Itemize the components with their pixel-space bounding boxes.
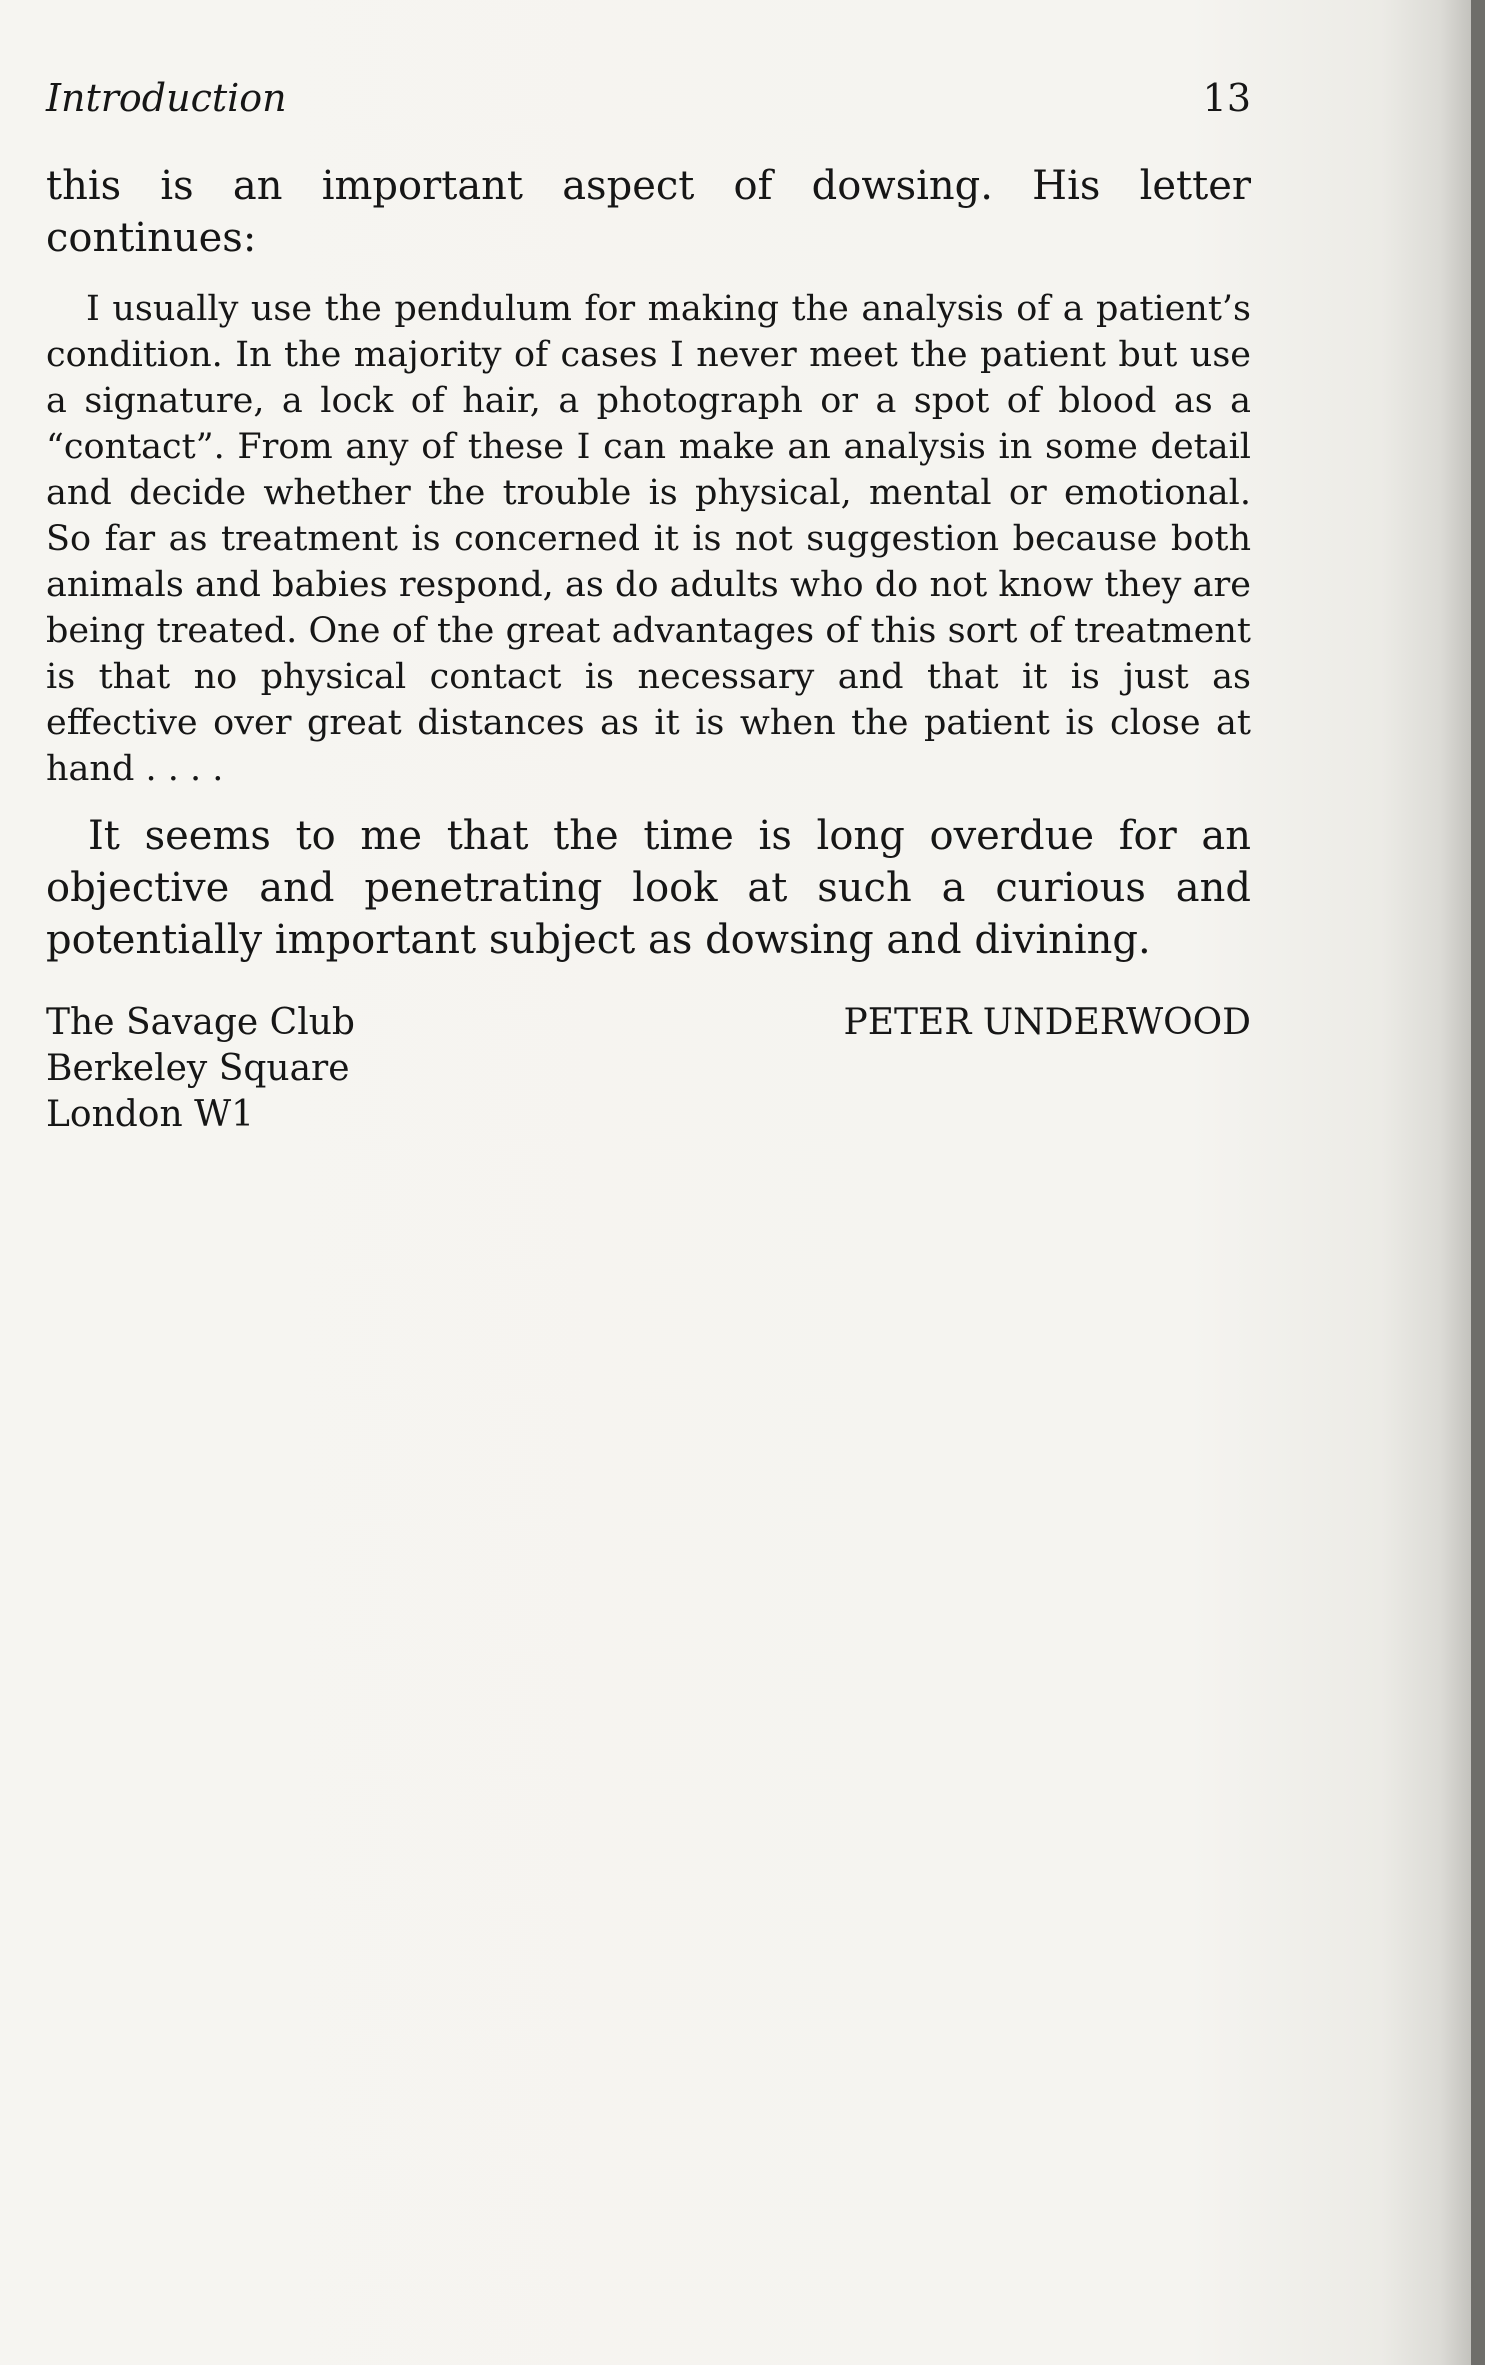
address [46,1000,355,1138]
address-line-3: London W1 [46,1094,255,1135]
quoted-letter: I usually use the pendulum for making the analysis of a patient’s condition. In the majority of cases I never meet the patient but use a signature, a lock of hair, a photograph or a spot of blood as a “contact”. From any of these I can make an analysis in some detail and decide whether the trouble is physical, mental or emotional. So far as treatment is concerned it is not suggestion because both animals and babies respond, as do adults who do not know they are being treated. One of the great advantages of this sort of treatment is that no physical contact is necessary and that it is just as effective over great distances as it is when the patient is close at hand . . . . [46,289,1251,789]
section-title: Introduction [46,76,287,120]
book-spine-edge [1471,0,1485,2365]
address-line-1: The Savage Club [46,1002,355,1043]
running-head [46,70,1251,126]
author-name: PETER UNDERWOOD [843,1002,1251,1043]
signature-block [46,1000,1251,1150]
opening-paragraph: this is an important aspect of dowsing. His letter continues: [46,163,1251,261]
page-number: 13 [1202,76,1251,120]
closing-paragraph: It seems to me that the time is long overdue for an objective and penetrating look at such a curious and potentially important subject as dowsing and divining. [46,813,1251,963]
address-line-2: Berkeley Square [46,1048,350,1089]
